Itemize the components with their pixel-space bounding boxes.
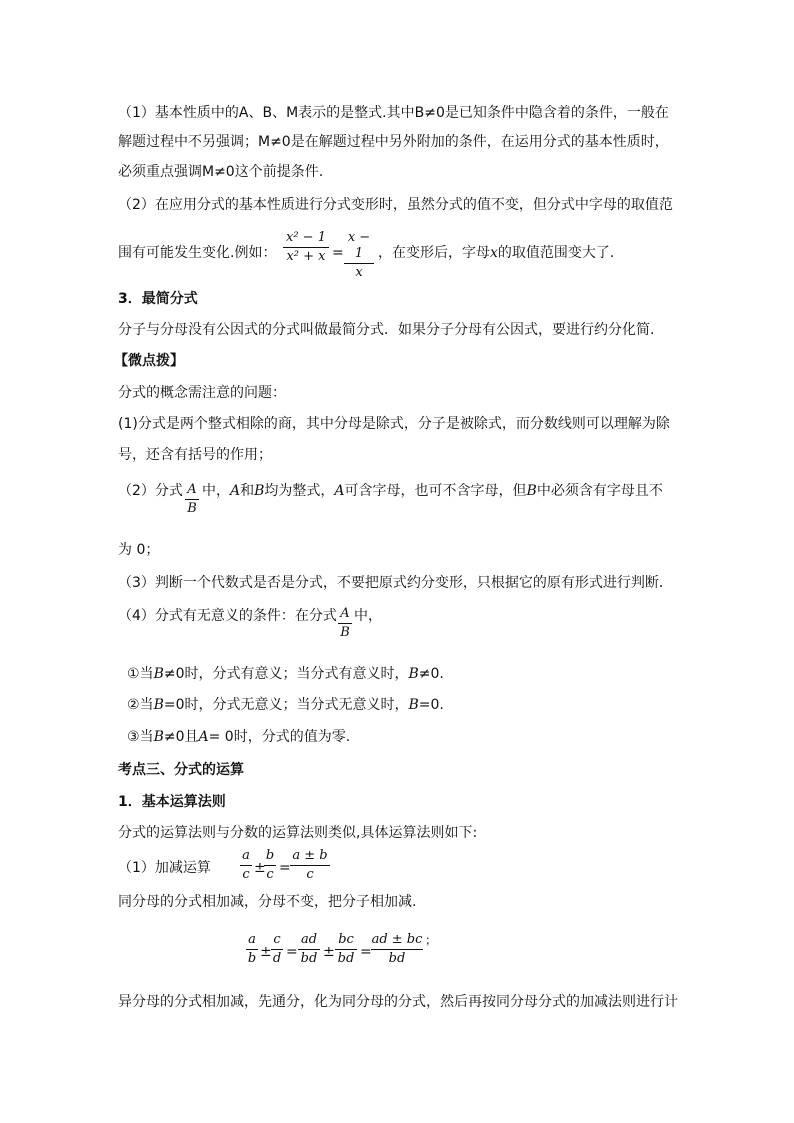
variable-x: x — [490, 245, 498, 261]
section-heading-kaodian-3: 考点三、分式的运算 — [118, 762, 244, 778]
fraction-ad-pm-bc-over-bd — [371, 932, 423, 967]
fraction-denominator: b — [247, 951, 257, 966]
fraction-bar — [271, 949, 283, 950]
para-1-line-3: 必须重点强调M≠0这个前提条件. — [118, 164, 324, 180]
suffix-text: ，在变形后，字母 — [378, 245, 490, 261]
fraction-denominator: d — [272, 951, 282, 966]
fraction-bar — [240, 865, 252, 866]
condition-1 — [127, 664, 444, 684]
para-2-line-2-suffix — [378, 243, 614, 263]
add-subtract-label: （1）加减运算 — [118, 860, 211, 876]
fraction-denominator: bd — [388, 951, 406, 966]
fraction-numerator: c — [273, 932, 281, 947]
plus-minus: ± — [323, 944, 335, 960]
var-b: B — [153, 666, 164, 682]
tip-item-3: （3）判断一个代数式是否是分式，不要把原式约分变形，只根据它的原有形式进行判断． — [118, 575, 673, 591]
fraction-a-over-b — [185, 482, 199, 517]
tip-heading: 【微点拨】 — [114, 353, 184, 369]
fraction-bar — [371, 949, 423, 950]
para-2-line-2-prefix: 围有可能发生变化.例如： — [118, 245, 277, 261]
fraction-numerator: a — [248, 932, 256, 947]
plus-minus: ± — [260, 944, 272, 960]
section-3-heading: 3．最简分式 — [118, 291, 198, 307]
text: ①当 — [127, 666, 154, 682]
fraction-denominator: B — [187, 501, 197, 516]
equals-sign: = — [286, 944, 298, 960]
text: 中必须含有字母且不 — [536, 483, 663, 499]
text: 中， — [202, 483, 230, 499]
tip-item-2-prefix: （2）分式 — [118, 483, 183, 499]
fraction-denominator: x — [355, 265, 363, 280]
var-a: A — [198, 729, 209, 745]
fraction-ad-over-bd — [298, 932, 320, 967]
var-b: B — [254, 483, 265, 499]
text: =0. — [418, 697, 444, 713]
fraction-denominator: c — [306, 867, 314, 882]
tip-item-4-prefix: （4）分式有无意义的条件：在分式 — [118, 608, 337, 624]
subsection-heading: 1．基本运算法则 — [118, 794, 226, 810]
text: ≠0. — [418, 666, 444, 682]
fraction-denominator: B — [340, 625, 350, 640]
fraction-numerator: ad ± bc — [371, 932, 423, 947]
suffix-text-2: 的取值范围变大了. — [497, 245, 615, 261]
text: 均为整式， — [264, 483, 335, 499]
fraction-bar — [290, 865, 330, 866]
condition-3 — [127, 727, 350, 747]
section-3-text: 分子与分母没有公因式的分式叫做最简分式．如果分子分母有公因式，要进行约分化简. — [118, 322, 655, 338]
text: 和 — [240, 483, 255, 499]
fraction-c-over-d — [271, 932, 283, 967]
same-denominator-rule: 同分母的分式相加减，分母不变，把分子相加减. — [118, 894, 417, 910]
different-denominator-rule: 异分母的分式相加减，先通分，化为同分母的分式，然后再按同分母分式的加减法则进行计 — [118, 994, 678, 1010]
condition-2 — [127, 695, 444, 715]
equals-sign: = — [360, 944, 372, 960]
equals-sign: = — [332, 245, 344, 261]
text: =0时，分式无意义；当分式无意义时， — [163, 697, 409, 713]
fraction-bar — [344, 263, 374, 264]
var-b: B — [408, 697, 419, 713]
fraction-numerator: A — [340, 606, 350, 621]
equals-sign: = — [279, 860, 291, 876]
fraction-bar — [264, 865, 276, 866]
text: 可含字母，也可不含字母，但 — [344, 483, 527, 499]
text: ②当 — [127, 697, 154, 713]
fraction-a-over-b — [246, 932, 258, 967]
semicolon: ； — [425, 933, 438, 947]
fraction-denominator: bd — [300, 951, 318, 966]
fraction-bar — [335, 949, 357, 950]
fraction-bar — [283, 247, 329, 248]
text: = 0时，分式的值为零. — [208, 729, 351, 745]
text: ③当 — [127, 729, 154, 745]
var-a: A — [334, 483, 345, 499]
para-1-line-1: （1）基本性质中的A、B、M表示的是整式.其中B≠0是已知条件中隐含着的条件，一般在 — [118, 105, 669, 121]
fraction-a-over-c — [240, 848, 252, 883]
var-b: B — [526, 483, 537, 499]
tip-item-2-line-1 — [202, 481, 663, 501]
fraction-b-over-c — [264, 848, 276, 883]
var-b: B — [153, 729, 164, 745]
plus-minus: ± — [254, 860, 266, 876]
fraction-denominator: c — [266, 867, 274, 882]
fraction-numerator: a — [242, 848, 250, 863]
fraction-denominator: x² + x — [286, 249, 326, 264]
tip-item-4-suffix: 中， — [354, 608, 382, 624]
fraction-numerator: x − 1 — [347, 230, 371, 261]
fraction-numerator: b — [265, 848, 275, 863]
fraction-bar — [338, 623, 352, 624]
tip-item-1-line-2: 号，还含有括号的作用； — [118, 447, 272, 463]
fraction-bc-over-bd — [335, 932, 357, 967]
tip-item-2-line-2: 为 0； — [118, 542, 160, 558]
fraction-numerator: ad — [300, 932, 318, 947]
fraction-denominator: c — [242, 867, 250, 882]
fraction-a-pm-b-over-c — [290, 848, 330, 883]
fraction-bar — [246, 949, 258, 950]
fraction-numerator: x² − 1 — [286, 230, 326, 245]
var-b: B — [153, 697, 164, 713]
text: ≠0时，分式有意义；当分式有意义时， — [163, 666, 409, 682]
para-2-line-1: （2）在应用分式的基本性质进行分式变形时，虽然分式的值不变，但分式中字母的取值范 — [118, 197, 673, 213]
fraction-bar — [185, 499, 199, 500]
fraction-bar — [298, 949, 320, 950]
tip-item-1-line-1: (1)分式是两个整式相除的商，其中分母是除式，分子是被除式，而分数线则可以理解为除 — [118, 416, 670, 432]
fraction-a-over-b — [338, 606, 352, 641]
var-b: B — [408, 666, 419, 682]
para-1-line-2: 解题过程中不另强调；M≠0是在解题过程中另外附加的条件，在运用分式的基本性质时， — [118, 134, 669, 150]
example-fraction-2 — [344, 230, 374, 281]
fraction-numerator: A — [187, 482, 197, 497]
fraction-numerator: a ± b — [292, 848, 328, 863]
var-a: A — [230, 483, 241, 499]
example-fraction-1 — [283, 230, 329, 265]
fraction-numerator: bc — [338, 932, 354, 947]
text: ≠0且 — [163, 729, 199, 745]
fraction-denominator: bd — [337, 951, 355, 966]
operations-intro: 分式的运算法则与分数的运算法则类似,具体运算法则如下: — [118, 825, 478, 841]
tip-intro: 分式的概念需注意的问题： — [118, 385, 286, 401]
